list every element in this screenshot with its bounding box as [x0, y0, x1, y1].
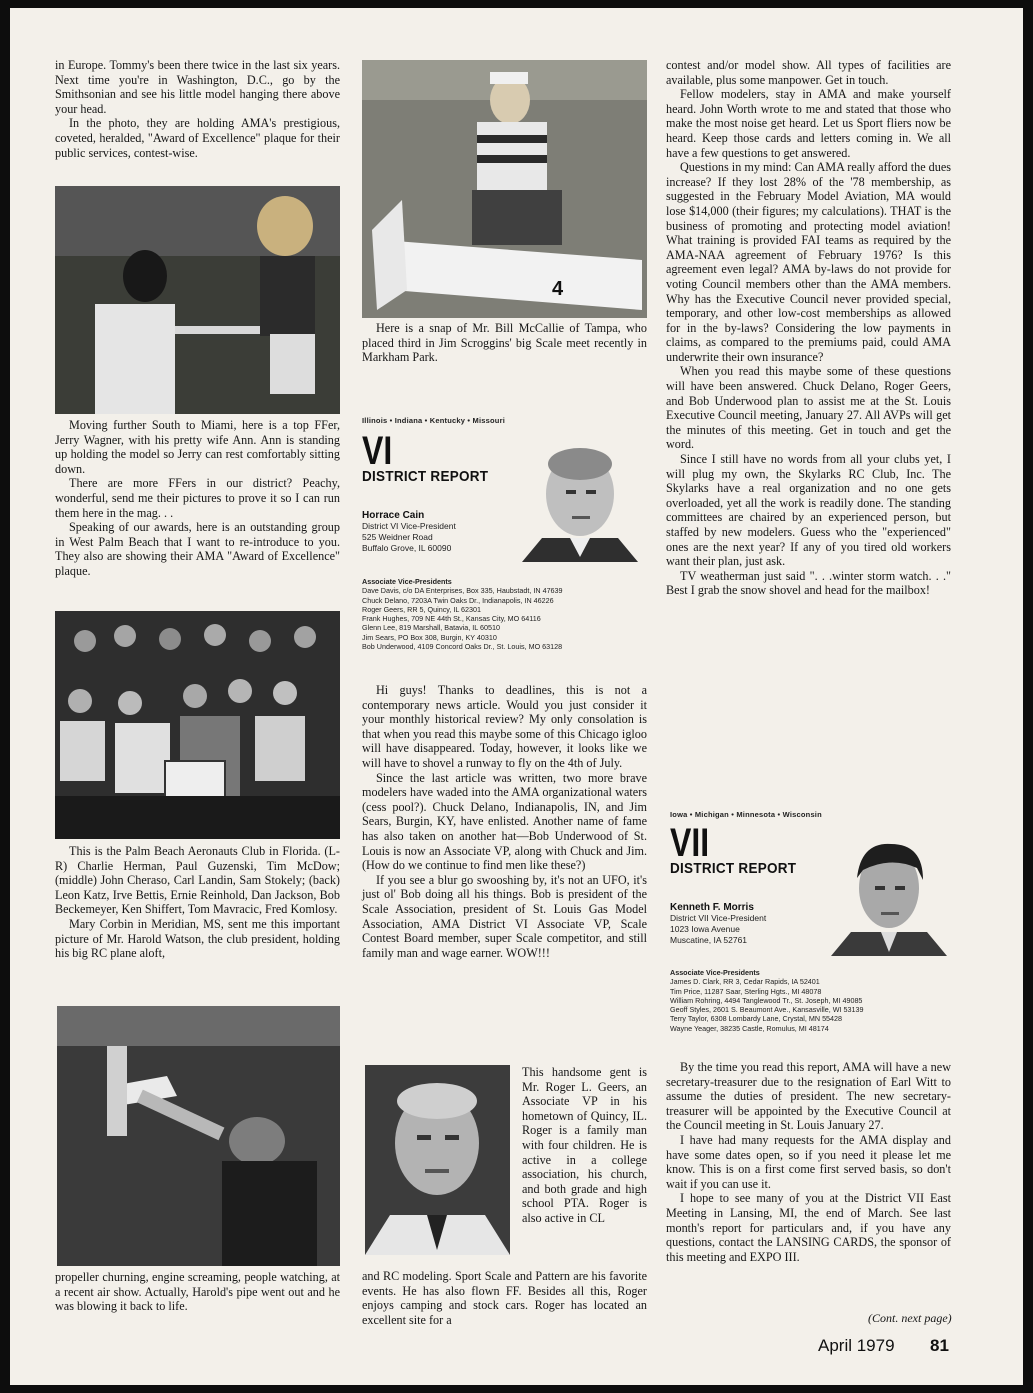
col1-paragraph: There are more FFers in our district? Peachy, wonderful, send me their pictures to prove it so I can run them here in the mag. . . — [55, 476, 340, 520]
magazine-page — [10, 8, 1023, 1385]
column-1d — [55, 1270, 340, 1314]
col3-paragraph: I hope to see many of you at the District VII East Meeting in Lansing, MI, the end of March. See last month's report for particulars and, if you have any questions, contact the LANSING CARDS, the sponsor of this meeting and EXPO III. — [666, 1191, 951, 1264]
col2-paragraph: Since the last article was written, two more brave modelers have waded into the AMA organizational waters (cess pool?). Chuck Delano, Indianapolis, IN, and Jim Sears, Burgin, KY, have enlisted. Another name of fame has also taken on another hat—Bob Underwood of St. Louis is now an Associate VP, along with Chuck and Jim. (How do we continue to find men like these?) — [362, 770, 647, 873]
district-vi-associates — [362, 577, 563, 651]
column-2-wrap — [522, 1065, 647, 1226]
column-2-end — [362, 1269, 647, 1327]
column-1c — [55, 844, 340, 961]
col2-paragraph: and RC modeling. Sport Scale and Pattern are his favorite events. He has also flown FF. Besides all this, Roger enjoys camping and stock cars. Roger has located an excellent site for a — [362, 1269, 647, 1327]
associates-heading: Associate Vice-Presidents — [362, 577, 452, 586]
portrait-horrace-cain — [522, 442, 638, 562]
associate-entry: Glenn Lee, 819 Marshall, Batavia, IL 60510 — [362, 623, 500, 633]
column-3 — [666, 58, 951, 598]
photo-caption: Here is a snap of Mr. Bill McCallie of Tampa, who placed third in Jim Scroggins' big Scale meet recently in Markham Park. — [362, 321, 647, 365]
photo-palm-beach-aeronauts — [55, 611, 340, 839]
district-vi-states: Illinois • Indiana • Kentucky • Missouri — [362, 416, 505, 425]
vp-address-2: Muscatine, IA 52761 — [670, 935, 748, 945]
associate-entry: Dave Davis, c/o DA Enterprises, Box 335, Haubstadt, IN 47639 — [362, 586, 563, 596]
associate-entry: Roger Geers, RR 5, Quincy, IL 62301 — [362, 604, 482, 614]
district-vi-vp-block — [362, 510, 522, 554]
col3-paragraph: Questions in my mind: Can AMA really afford the dues increase? If they lost 28% of the '78 membership, as suggested in the February Model Aviation, MA would lose $14,000 (their figures; my calculations). THAT is the business of promoting and protecting model aviation! What training is provided FAI teams as required by the AMA-NAA agreement of February 1976? Is this agreement even legal? AMA by-laws do not provide for voting Council members other than the AMA members. Why has the Executive Council never provided special, temporary, and other low-cost memberships as allowed for in the by-laws? Considering the low payments in claims, as compared to the premiums paid, could AMA underwrite their own insurance? — [666, 160, 951, 364]
associate-entry: Wayne Yeager, 38235 Castle, Romulus, MI 48174 — [670, 1023, 829, 1033]
vp-role: District VII Vice-President — [670, 913, 767, 923]
associates-heading: Associate Vice-Presidents — [670, 968, 760, 977]
col3-paragraph: Fellow modelers, stay in AMA and make yourself heard. John Worth wrote to me and stated that those who make the most noise get heard. Let us Sport fliers now be heard. Keep those cards and letters coming in. We all have a few questions to get answered. — [666, 87, 951, 160]
associate-entry: Tim Price, 11287 Saar, Sterling Hgts., MI 48078 — [670, 986, 822, 996]
col1-paragraph: in Europe. Tommy's been there twice in the last six years. Next time you're in Washington, D.C., go by the Smithsonian and see his little model hanging there above your head. — [55, 58, 340, 116]
col1-paragraph: In the photo, they are holding AMA's prestigious, coveted, heralded, "Award of Excellence" plaque for their public services, contest-wise. — [55, 116, 340, 160]
associate-entry: Jim Sears, PO Box 308, Burgin, KY 40310 — [362, 632, 497, 642]
district-vii-states: Iowa • Michigan • Minnesota • Wisconsin — [670, 810, 822, 819]
district-vii-title: DISTRICT REPORT — [670, 860, 797, 877]
column-1 — [55, 58, 340, 160]
svg-text:4: 4 — [552, 278, 564, 300]
portrait-kenneth-morris — [831, 834, 947, 956]
column-3b — [666, 1060, 951, 1264]
vp-role: District VI Vice-President — [362, 521, 456, 531]
district-vii-numeral: VII — [670, 821, 710, 865]
district-vii-vp-block — [670, 902, 830, 946]
associate-entry: Terry Taylor, 6308 Lombardy Lane, Crystal, MN 55428 — [670, 1014, 843, 1024]
vp-address-1: 1023 Iowa Avenue — [670, 924, 740, 934]
column-1b — [55, 418, 340, 579]
vp-name: Horrace Cain — [362, 510, 425, 521]
vp-address-2: Buffalo Grove, IL 60090 — [362, 543, 452, 553]
col3-paragraph: contest and/or model show. All types of facilities are available, plus some manpower. Get in touch. — [666, 58, 951, 87]
issue-date: April 1979 — [818, 1336, 895, 1355]
district-vii-associates — [670, 968, 864, 1033]
col3-paragraph: Since I still have no words from all your clubs yet, I will plug my own, the Skylarks RC Club, Inc. The Skylarks have a real organization and no one gets overloaded, yet all the work is readily done. The standing committees are chaired by an experienced person, but staffed by new modelers. Guess who the "experienced" ones are the next year? If any of you tired old workers want their plan, just ask. — [666, 452, 951, 569]
associate-entry: Frank Hughes, 709 NE 44th St., Kansas City, MO 64116 — [362, 614, 541, 624]
page-number: 81 — [930, 1336, 949, 1355]
col2-paragraph: This handsome gent is Mr. Roger L. Geers, an Associate VP in his hometown of Quincy, IL. Roger is a family man with four children. He is active in a college association, his church, and both grade and high school PTA. Roger is also active in CL — [522, 1065, 647, 1225]
col3-paragraph: I have had many requests for the AMA display and have some dates open, so if you need it please let me know. This is on a first come first served basis, so don't wait if you can use it. — [666, 1132, 951, 1191]
district-vi-numeral: VI — [362, 429, 393, 473]
associate-entry: Geoff Styles, 2601 S. Beaumont Ave., Kansasville, WI 53139 — [670, 1005, 864, 1015]
col3-paragraph: By the time you read this report, AMA will have a new secretary-treasurer due to the resignation of Earl Witt to assume the duties of president. The new secretary-treasurer will be appointed by the Executive Council at the Council meeting in St. Louis January 27. — [666, 1060, 951, 1133]
associate-entry: James D. Clark, RR 3, Cedar Rapids, IA 52401 — [670, 977, 820, 987]
vp-address-1: 525 Weidner Road — [362, 532, 433, 542]
col1-paragraph: This is the Palm Beach Aeronauts Club in Florida. (L-R) Charlie Herman, Paul Guzenski, Tim McDow; (middle) John Cheraso, Carl Landin, Sam Stokely; (back) Leon Katz, Irve Bettis, Ernie Reinhold, Dan Jackson, Bob Beckemeyer, Ken Shiffert, Tom Mavracic, Fred Komlosy. — [55, 844, 340, 917]
photo-harold-watson — [57, 1006, 340, 1266]
mccallie-caption — [362, 321, 647, 365]
district-vi-title: DISTRICT REPORT — [362, 468, 489, 485]
associate-entry: Bob Underwood, 4109 Concord Oaks Dr., St. Louis, MO 63128 — [362, 642, 563, 652]
col1-paragraph: Speaking of our awards, here is an outstanding group in West Palm Beach that I want to re-introduce to you. They also are showing their AMA "Award of Excellence" plaque. — [55, 520, 340, 578]
col1-paragraph: propeller churning, engine screaming, people watching, at a recent air show. Actually, Harold's pipe went out and he was blowing it back to life. — [55, 1270, 340, 1314]
portrait-roger-geers — [365, 1065, 510, 1255]
col2-paragraph: If you see a blur go swooshing by, it's not an UFO, it's just ol' Bob doing all his things. Bob is president of the Scale Association, president of St. Louis Gas Model Association, AMA District VI Associate VP, Scale Contest Board member, super Scale competitor, and still family man and wage earner. WOW!!! — [362, 872, 647, 960]
continued-note: (Cont. next page) — [868, 1311, 952, 1325]
photo-bill-mccallie — [362, 60, 647, 318]
vp-name: Kenneth F. Morris — [670, 902, 754, 913]
col1-paragraph: Moving further South to Miami, here is a top FFer, Jerry Wagner, with his pretty wife Ann. Ann is standing up holding the model so Jerry can rest comfortably sitting down. — [55, 418, 340, 476]
associate-entry: William Rohring, 4494 Tanglewood Tr., St. Joseph, MI 49085 — [670, 995, 863, 1005]
associate-entry: Chuck Delano, 7203A Twin Oaks Dr., Indianapolis, IN 46226 — [362, 595, 554, 605]
col3-paragraph: When you read this maybe some of these questions will have been answered. Chuck Delano, Roger Geers, and Bob Underwood plan to assist me at the St. Louis Executive Council meeting, January 27. All AVPs will get the minutes of this meeting. Get in touch and get the word. — [666, 364, 951, 452]
col3-paragraph: TV weatherman just said ". . .winter storm watch. . ." Best I grab the snow shovel and head for the mailbox! — [666, 568, 951, 598]
col1-paragraph: Mary Corbin in Meridian, MS, sent me this important picture of Mr. Harold Watson, the club president, holding his big RC plane aloft, — [55, 916, 340, 961]
photo-jerry-wagner — [55, 186, 340, 414]
col2-paragraph: Hi guys! Thanks to deadlines, this is not a contemporary news article. Would you just consider it your monthly historical review? My only consolation is that when you read this maybe some of this Chicago igloo will have disappeared. Today, however, it looks like we will have to shovel a runway to fly on the 4th of July. — [362, 683, 647, 770]
column-2 — [362, 683, 647, 960]
